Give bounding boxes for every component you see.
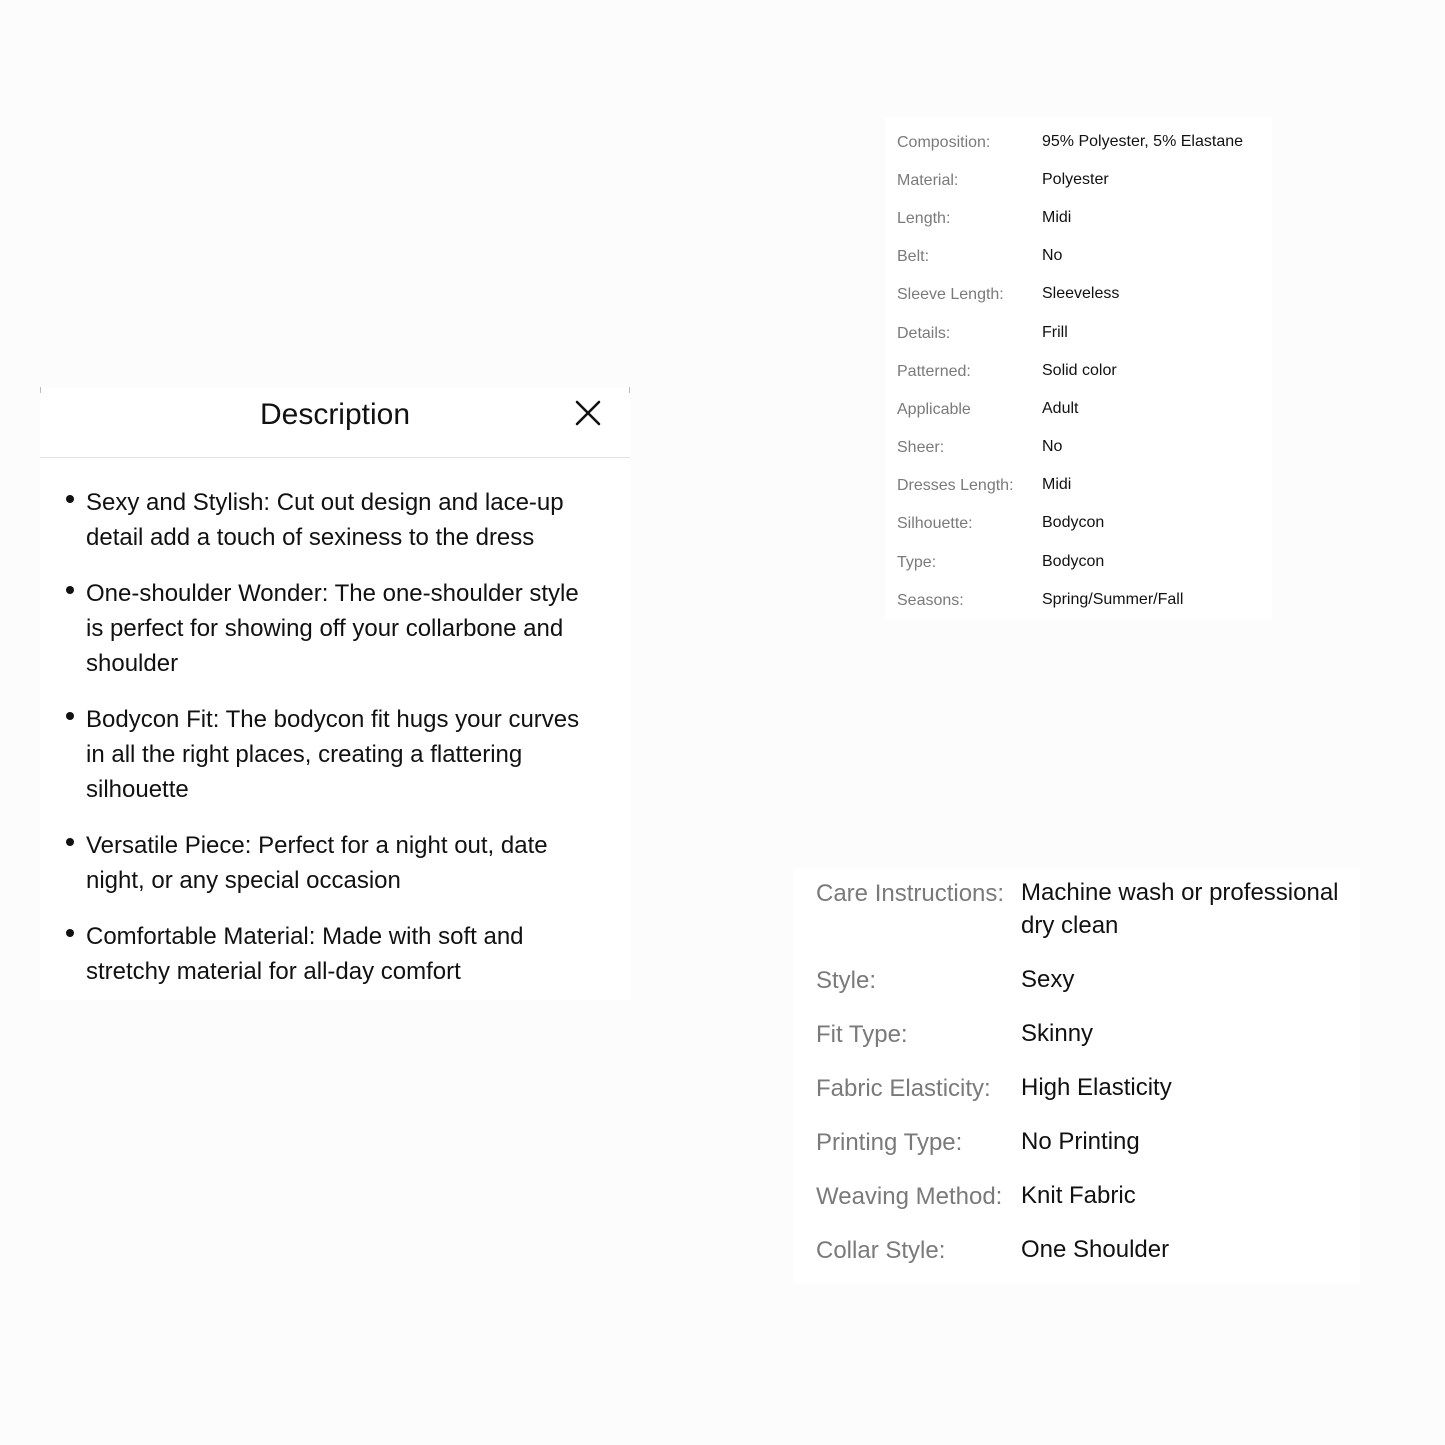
spec-label: Patterned: bbox=[897, 363, 971, 380]
spec-label: Silhouette: bbox=[897, 515, 973, 532]
spec-value: Frill bbox=[1042, 324, 1068, 341]
list-item bbox=[40, 828, 630, 898]
spec-row-length bbox=[885, 197, 1272, 235]
spec-table-bottom bbox=[794, 868, 1360, 1284]
list-item bbox=[40, 702, 630, 807]
spec-label-printing-type: Printing Type: bbox=[816, 1129, 963, 1156]
spec-row-patterned bbox=[885, 350, 1272, 388]
spec-row-silhouette bbox=[885, 502, 1272, 540]
list-item bbox=[40, 485, 630, 555]
spec-label: Applicable bbox=[897, 401, 971, 418]
spec-value: Bodycon bbox=[1042, 553, 1105, 570]
bullet-dot bbox=[66, 586, 74, 594]
spec-value: Solid color bbox=[1042, 362, 1117, 379]
spec-row-dresses-length bbox=[885, 464, 1272, 502]
spec-table-top bbox=[885, 118, 1272, 620]
bullet-dot bbox=[66, 495, 74, 503]
spec-label: Sheer: bbox=[897, 439, 945, 456]
spec-value: No bbox=[1042, 247, 1063, 264]
spec-label-weaving-method: Weaving Method: bbox=[816, 1183, 1003, 1210]
spec-value: Polyester bbox=[1042, 171, 1109, 188]
spec-row-type bbox=[885, 541, 1272, 579]
bullet-text: Versatile Piece: Perfect for a night out, date night, or any special occasion bbox=[86, 832, 548, 894]
bullet-dot bbox=[66, 712, 74, 720]
spec-label-fit-type: Fit Type: bbox=[816, 1021, 908, 1048]
list-item bbox=[40, 576, 630, 681]
modal-title: Description bbox=[259, 398, 411, 431]
spec-row-details bbox=[885, 312, 1272, 350]
spec-label: Belt: bbox=[897, 248, 930, 265]
list-item bbox=[40, 919, 630, 989]
spec-label-care-instructions: Care Instructions: bbox=[816, 880, 1005, 907]
spec-row-applicable bbox=[885, 388, 1272, 426]
spec-label: Dresses Length: bbox=[897, 477, 1014, 494]
bullet-text: Sexy and Stylish: Cut out design and lace-up detail add a touch of sexiness to the dress bbox=[86, 489, 564, 551]
bullet-text: One-shoulder Wonder: The one-shoulder style is perfect for showing off your collarbone and shoulder bbox=[86, 580, 579, 677]
spec-label: Material: bbox=[897, 172, 959, 189]
spec-label: Type: bbox=[897, 554, 937, 571]
spec-value-care-instructions: Machine wash or professional dry clean bbox=[1021, 879, 1339, 939]
spec-value: Bodycon bbox=[1042, 514, 1105, 531]
close-icon bbox=[572, 397, 604, 429]
spec-row-seasons bbox=[885, 579, 1272, 617]
spec-row-belt bbox=[885, 235, 1272, 273]
spec-label-fabric-elasticity: Fabric Elasticity: bbox=[816, 1075, 991, 1102]
spec-label-style: Style: bbox=[816, 967, 877, 994]
bullet-dot bbox=[66, 929, 74, 937]
modal-header bbox=[40, 387, 630, 458]
spec-value-style: Sexy bbox=[1021, 966, 1075, 993]
spec-value-fabric-elasticity: High Elasticity bbox=[1021, 1074, 1172, 1101]
bullet-text: Bodycon Fit: The bodycon fit hugs your curves in all the right places, creating a flattering silhouette bbox=[86, 706, 580, 803]
bullet-text: Comfortable Material: Made with soft and stretchy material for all-day comfort bbox=[86, 923, 524, 985]
close-button[interactable] bbox=[572, 397, 604, 429]
spec-row-material bbox=[885, 159, 1272, 197]
spec-value: No bbox=[1042, 438, 1063, 455]
spec-row-sleeve-length bbox=[885, 273, 1272, 311]
description-bullet-list bbox=[40, 485, 630, 1010]
spec-value-weaving-method: Knit Fabric bbox=[1021, 1182, 1136, 1209]
spec-value: 95% Polyester, 5% Elastane bbox=[1042, 133, 1244, 150]
bullet-dot bbox=[66, 838, 74, 846]
spec-label: Sleeve Length: bbox=[897, 286, 1004, 303]
spec-value-collar-style: One Shoulder bbox=[1021, 1236, 1170, 1263]
spec-value-fit-type: Skinny bbox=[1021, 1020, 1094, 1047]
spec-value: Midi bbox=[1042, 476, 1072, 493]
spec-value: Adult bbox=[1042, 400, 1079, 417]
spec-value: Sleeveless bbox=[1042, 285, 1120, 302]
spec-value: Spring/Summer/Fall bbox=[1042, 591, 1184, 608]
spec-label-collar-style: Collar Style: bbox=[816, 1237, 946, 1264]
spec-value-printing-type: No Printing bbox=[1021, 1128, 1140, 1155]
spec-row-composition bbox=[885, 121, 1272, 159]
spec-label: Details: bbox=[897, 325, 951, 342]
spec-value: Midi bbox=[1042, 209, 1072, 226]
spec-row-sheer bbox=[885, 426, 1272, 464]
spec-label: Seasons: bbox=[897, 592, 964, 609]
spec-label: Composition: bbox=[897, 134, 991, 151]
spec-label: Length: bbox=[897, 210, 951, 227]
description-modal bbox=[40, 387, 630, 1000]
